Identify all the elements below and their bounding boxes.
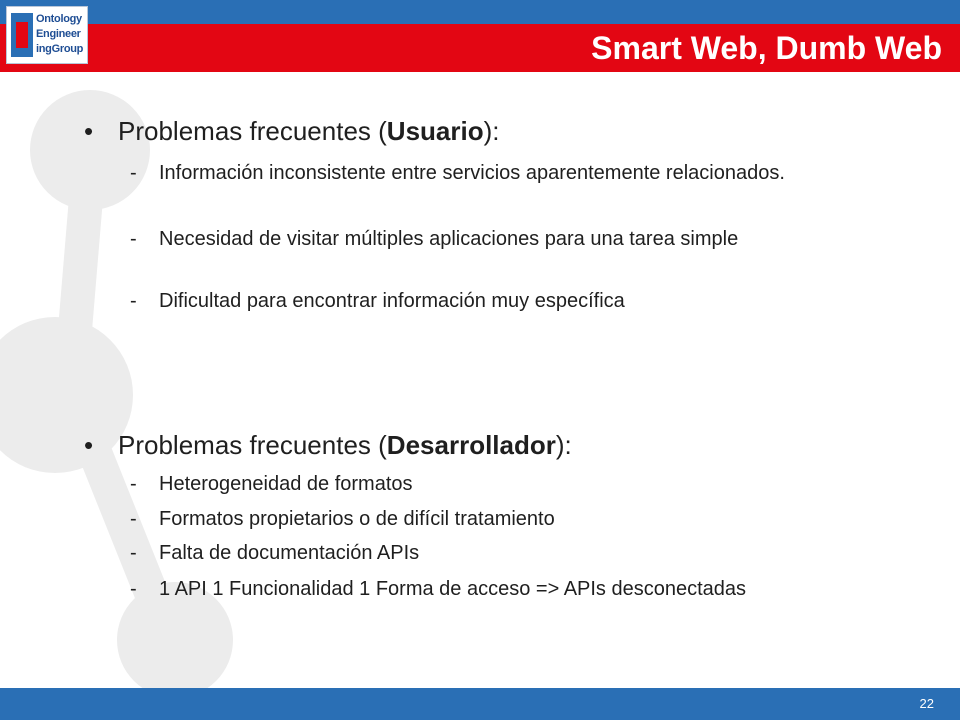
sub-item-text: Dificultad para encontrar información muy específica [159, 290, 625, 312]
bullet-heading-text [118, 116, 500, 147]
bullet-heading-text [118, 430, 572, 461]
logo-line: Engineer [36, 28, 81, 40]
sub-item-text: Formatos propietarios o de difícil tratamiento [159, 508, 555, 530]
sub-item-text: Información inconsistente entre servicios aparentemente relacionados. [159, 162, 785, 184]
heading-prefix: Problemas frecuentes ( [118, 116, 387, 146]
sub-item-text: Falta de documentación APIs [159, 542, 420, 564]
heading-prefix: Problemas frecuentes ( [118, 430, 387, 460]
sub-item [130, 506, 870, 532]
footer-bar [0, 688, 960, 720]
sub-item-text: Heterogeneidad de formatos [159, 473, 413, 495]
sub-item [130, 226, 870, 252]
page-number: 22 [919, 696, 934, 711]
sub-item [130, 288, 870, 314]
heading-suffix: ): [483, 116, 500, 146]
logo-line: ingGroup [36, 43, 84, 55]
sub-item [130, 540, 870, 566]
bullet-dot: • [84, 116, 94, 146]
sub-item-dash: - [130, 508, 137, 530]
sub-item-dash: - [130, 162, 137, 184]
sub-item-dash: - [130, 578, 137, 600]
sub-item-dash: - [130, 228, 137, 250]
sub-item [130, 160, 870, 186]
heading-suffix: ): [555, 430, 572, 460]
sub-item-dash: - [130, 290, 137, 312]
heading-bold: Desarrollador [386, 430, 556, 460]
sub-item [130, 471, 870, 497]
slide-title: Smart Web, Dumb Web [591, 30, 942, 66]
sub-item-dash: - [130, 473, 137, 495]
bullet-dot: • [84, 430, 94, 460]
heading-bold: Usuario [386, 116, 484, 146]
sub-item-dash: - [130, 542, 137, 564]
sub-item [130, 576, 870, 602]
logo-line: Ontology [36, 13, 82, 25]
sub-item-text: Necesidad de visitar múltiples aplicaciones para una tarea simple [159, 228, 739, 250]
sub-item-text: 1 API 1 Funcionalidad 1 Forma de acceso => APIs desconectadas [159, 578, 747, 600]
